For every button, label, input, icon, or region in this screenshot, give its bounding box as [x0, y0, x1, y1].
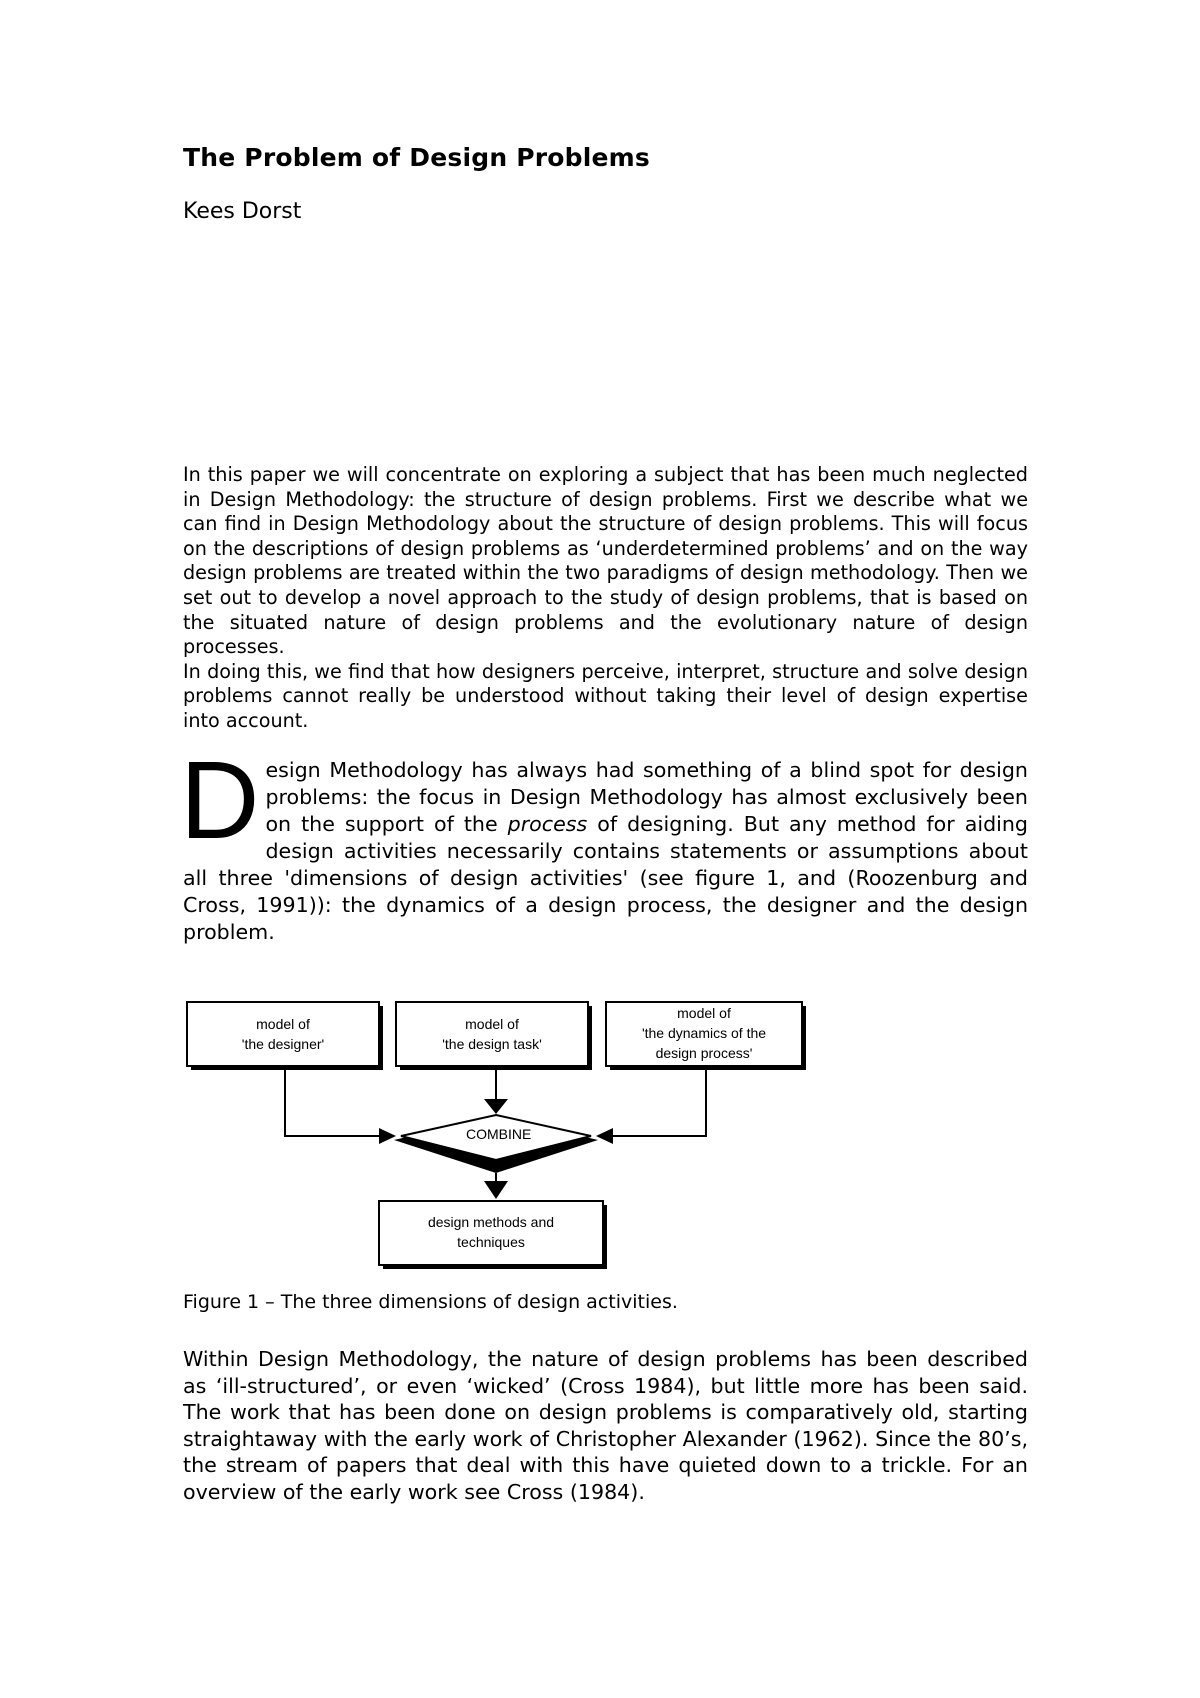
- intro-paragraph: [180, 739, 1028, 946]
- box-output-label: design methods and techniques: [427, 1214, 555, 1250]
- abstract: [183, 463, 1028, 734]
- intro-text-part1: esign Methodology has always had something of a blind spot for design problems: the focus in Design Methodology has almost exclusively been on the support of the: [265, 758, 1028, 836]
- box-designer-label: model of 'the designer': [241, 1016, 325, 1052]
- arrow-designer: [379, 1128, 396, 1144]
- abstract-paragraph-2: In doing this, we find that how designers perceive, interpret, structure and solve design problems cannot really be understood without taking their level of design expertise into account.: [183, 659, 1028, 732]
- arrow-task: [484, 1099, 508, 1114]
- intro-text-part2: of designing. But any method for aiding design activities necessarily contains statements or assumptions about all three 'dimensions of design activities' (see figure 1, and (Roozenburg and Cross, 1991)): the dynamics of a design process, the designer and the design problem.: [183, 812, 1028, 944]
- abstract-paragraph-1: In this paper we will concentrate on exploring a subject that has been much neglected in Design Methodology: the structure of design problems. First we describe what we can find in Design Methodology about the structure of design problems. This will focus on the descriptions of design problems as ‘underdetermined problems’ and on the way design problems are treated within the two paradigms of design methodology. Then we set out to develop a novel approach to the study of design problems, that is based on the situated nature of design problems and the evolutionary nature of design processes.: [183, 463, 1028, 659]
- body-paragraph-text: Within Design Methodology, the nature of design problems has been described as ‘ill-structured’, or even ‘wicked’ (Cross 1984), but little more has been said. The work that has been done on design problems is comparatively old, starting straightaway with the early work of Christopher Alexander (1962). Since the 80’s, the stream of papers that deal with this have quieted down to a trickle. For an overview of the early work see Cross (1984).: [183, 1347, 1028, 1504]
- arrow-dynamics: [596, 1128, 613, 1144]
- box-dynamics-label: model of 'the dynamics of the design process': [641, 1005, 767, 1061]
- combine-label: COMBINE: [466, 1126, 532, 1142]
- figure-1-diagram: [183, 995, 823, 1275]
- author-name: Kees Dorst: [183, 199, 302, 224]
- body-paragraph: [183, 1346, 1028, 1505]
- drop-cap: D: [180, 739, 260, 862]
- box-task-label: model of 'the design task': [442, 1016, 542, 1052]
- connector-designer: [285, 1070, 379, 1136]
- intro-emphasis: process: [507, 812, 588, 836]
- figure-caption: Figure 1 – The three dimensions of design activities.: [183, 1291, 678, 1313]
- arrow-output: [484, 1181, 508, 1199]
- connector-dynamics: [613, 1070, 706, 1136]
- paper-title: The Problem of Design Problems: [183, 143, 650, 172]
